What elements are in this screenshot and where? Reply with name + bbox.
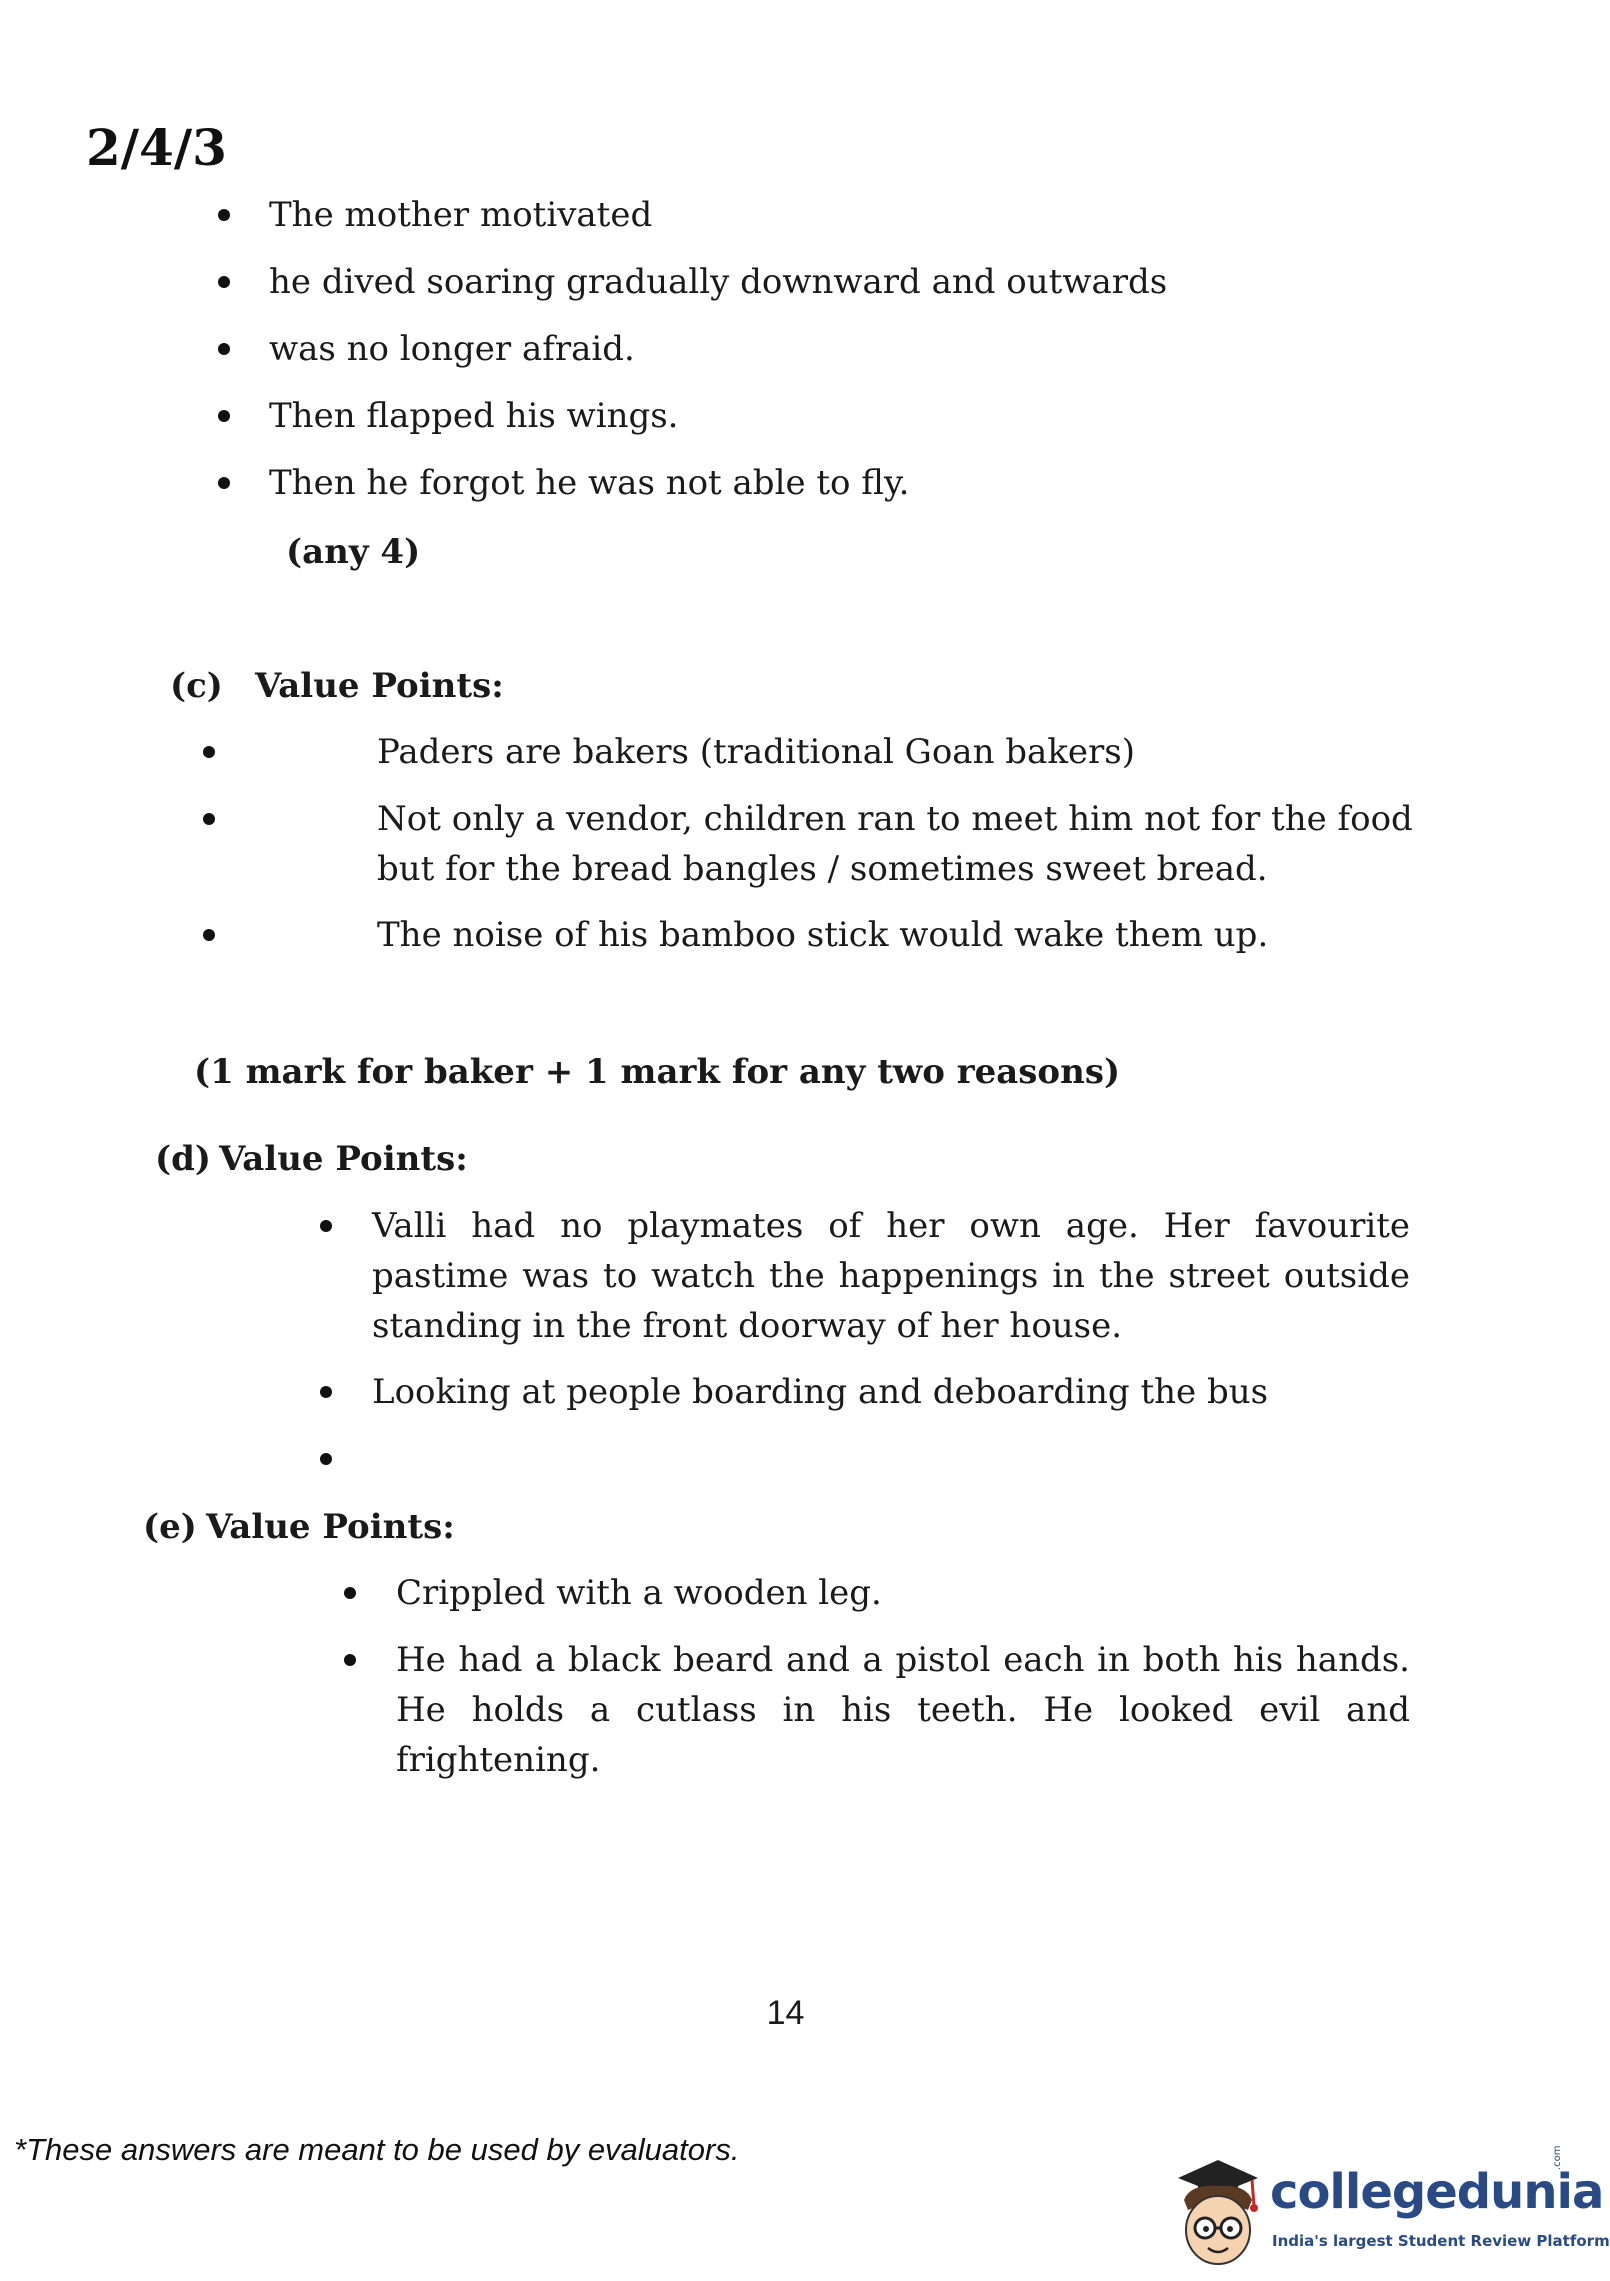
bullet-icon — [218, 343, 230, 355]
bullet-icon — [218, 209, 230, 221]
mascot-icon — [1160, 2150, 1270, 2278]
bullet-icon — [203, 746, 215, 758]
section-header — [143, 1502, 455, 1552]
logo-suffix: .com — [1552, 2145, 1563, 2170]
bullet-icon — [344, 1587, 356, 1599]
marking-note: (any 4) — [286, 532, 421, 572]
logo-wordmark: collegedunia — [1270, 2164, 1604, 2220]
bullet-icon — [218, 477, 230, 489]
marking-note: (1 mark for baker + 1 mark for any two reasons) — [194, 1052, 1121, 1092]
bullet-icon — [203, 813, 215, 825]
list-item: The noise of his bamboo stick would wake them up. — [203, 910, 1423, 960]
bullet-icon — [320, 1386, 332, 1398]
collegedunia-logo — [1160, 2145, 1610, 2278]
section-header — [170, 661, 504, 711]
list-item: Valli had no playmates of her own age. Her favourite pastime was to watch the happenings in the street outside standing in the front doorway of her house. — [320, 1201, 1410, 1351]
evaluator-disclaimer: *These answers are meant to be used by evaluators. — [14, 2132, 740, 2167]
list-item: Looking at people boarding and deboarding the bus — [320, 1367, 1410, 1417]
section-header — [155, 1134, 468, 1184]
list-item: Crippled with a wooden leg. — [344, 1568, 1410, 1618]
logo-tagline: India's largest Student Review Platform — [1272, 2232, 1610, 2250]
bullet-icon — [344, 1654, 356, 1666]
bullet-icon — [218, 410, 230, 422]
section-title: Value Points: — [255, 666, 504, 706]
bullet-icon — [218, 276, 230, 288]
bullet-icon — [320, 1453, 332, 1465]
document-code: 2/4/3 — [86, 118, 227, 177]
section-marker: (e) — [143, 1507, 197, 1547]
list-item: He had a black beard and a pistol each in both his hands. He holds a cutlass in his teeth. He looked evil and frightening. — [344, 1635, 1410, 1785]
bullet-icon — [320, 1220, 332, 1232]
page-number: 14 — [766, 1994, 805, 2032]
section-marker: (d) — [155, 1139, 211, 1179]
section-marker: (c) — [170, 666, 223, 706]
list-item: Paders are bakers (traditional Goan bakers) — [203, 727, 1423, 777]
section-title: Value Points: — [206, 1507, 455, 1547]
section-title: Value Points: — [219, 1139, 468, 1179]
bullet-icon — [203, 929, 215, 941]
list-item: Not only a vendor, children ran to meet him not for the food but for the bread bangles / sometimes sweet bread. — [203, 794, 1423, 894]
